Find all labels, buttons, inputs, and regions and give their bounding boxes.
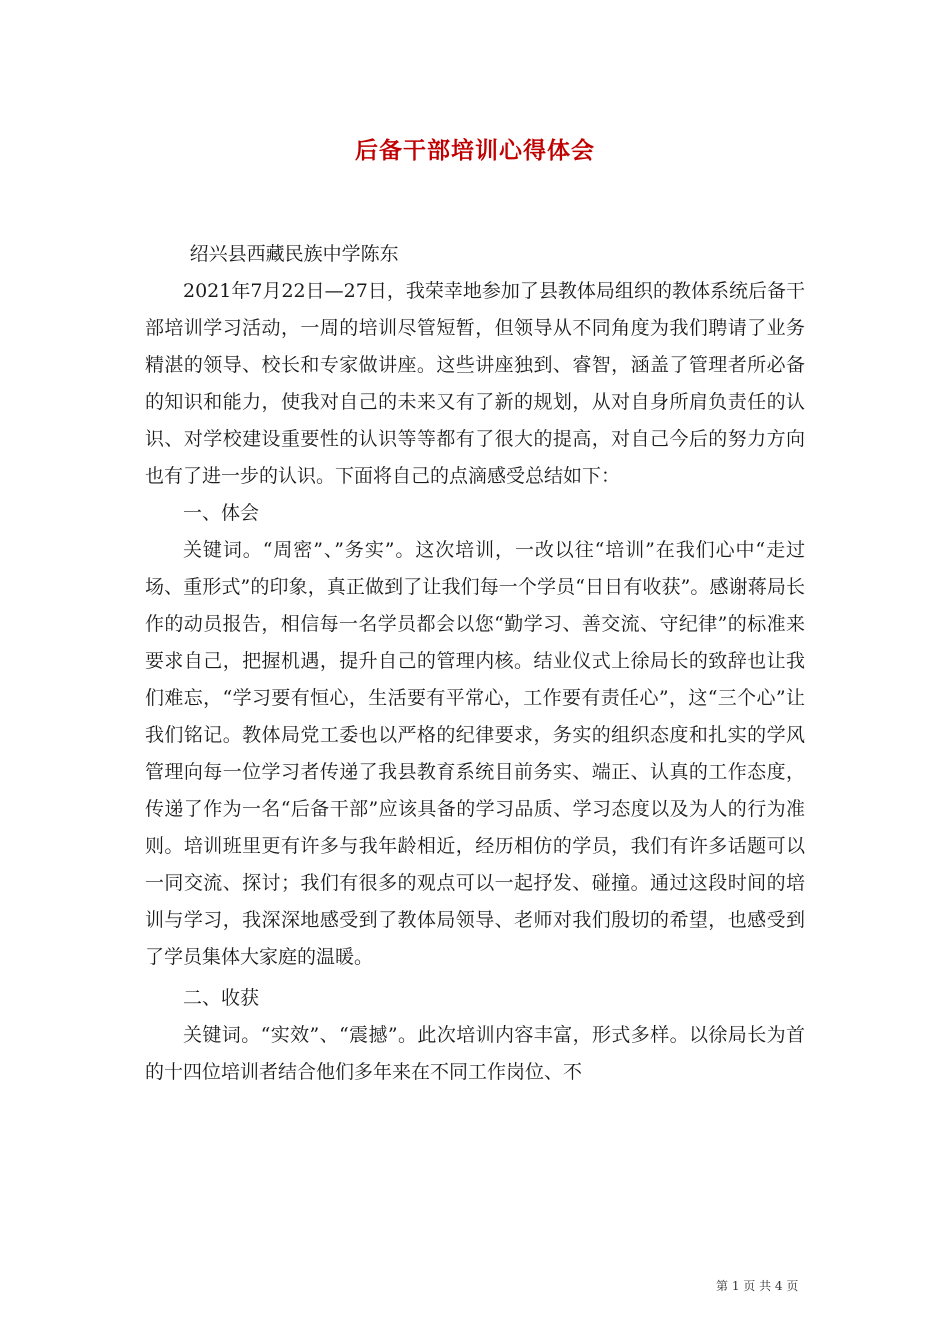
paragraph-section-2: 关键词。“实效”、“震撼”。此次培训内容丰富，形式多样。以徐局长为首的十四位培训者结合他们多年来在不同工作岗位、不 [145,1024,805,1083]
section-heading-1: 一、体会 [183,502,260,524]
page-number: 第 1 页 共 4 页 [716,1279,799,1293]
document-title: 后备干部培训心得体会 [355,137,595,164]
section-heading-2: 二、收获 [183,987,260,1009]
document-body [145,236,805,1091]
author-line: 绍兴县西藏民族中学陈东 [189,243,399,265]
paragraph-section-1: 关键词。“周密”、”务实”。这次培训，一改以往“培训”在我们心中“走过场、重形式”的印象，真正做到了让我们每一个学员“日日有收获”。感谢蒋局长作的动员报告，相信每一名学员都会以您“勤学习、善交流、守纪律”的标准来要求自己，把握机遇，提升自己的管理内核。结业仪式上徐局长的致辞也让我们难忘，“学习要有恒心，生活要有平常心，工作要有责任心”，这“三个心”让我们铭记。教体局党工委也以严格的纪律要求，务实的组织态度和扎实的学风管理向每一位学习者传递了我县教育系统目前务实、端正、认真的工作态度，传递了作为一名“后备干部”应该具备的学习品质、学习态度以及为人的行为准则。培训班里更有许多与我年龄相近，经历相仿的学员，我们有许多话题可以一同交流、探讨；我们有很多的观点可以一起抒发、碰撞。通过这段时间的培训与学习，我深深地感受到了教体局领导、老师对我们殷切的希望，也感受到了学员集体大家庭的温暖。 [145,539,805,968]
paragraph-intro: 2021年7月22日—27日，我荣幸地参加了县教体局组织的教体系统后备干部培训学习活动，一周的培训尽管短暂，但领导从不同角度为我们聘请了业务精湛的领导、校长和专家做讲座。这些讲座独到、睿智，涵盖了管理者所必备的知识和能力，使我对自己的未来又有了新的规划，从对自身所肩负责任的认识、对学校建设重要性的认识等等都有了很大的提高，对自己今后的努力方向也有了进一步的认识。下面将自己的点滴感受总结如下： [145,280,805,487]
